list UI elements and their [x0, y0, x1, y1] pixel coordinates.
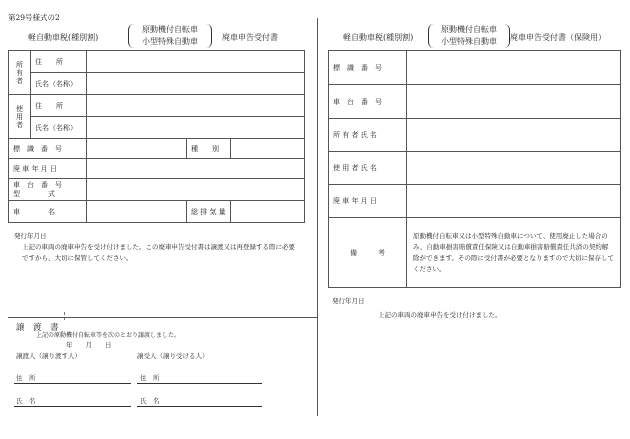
right-user-name-label: 使 用 者 氏 名 [329, 152, 407, 185]
plate-cell[interactable] [87, 139, 187, 159]
center-divider [317, 18, 318, 416]
user-address-label: 住 所 [31, 95, 87, 117]
user-address-cell[interactable] [87, 95, 305, 117]
transfer-date-line: 年 月 日 [66, 341, 112, 349]
type-label: 種 別 [187, 139, 231, 159]
remarks-label: 備 考 [329, 218, 407, 288]
right-plate-label: 標 識 番 号 [329, 51, 407, 85]
left-title-tax: 軽自動車税(種別割) [28, 33, 99, 42]
transfer-statement: 上記の原動機付自転車等を次のとおり譲渡しました。 [36, 332, 181, 339]
type-cell[interactable] [231, 139, 305, 159]
remarks-text: 原動機付自転車又は小型特殊自動車について、使用廃止した場合のみ、自動車損害賠償責任保険又は自動車損害賠償責任共済の契約解除ができます。その際に受付書が必要となりますので大切に保存してください。 [407, 218, 621, 288]
right-user-name-cell[interactable] [407, 152, 621, 185]
owner-name-label: 氏名（名称） [31, 73, 87, 95]
buyer-address-label: 住 所 [140, 374, 160, 382]
seller-address-line[interactable] [14, 383, 131, 384]
displacement-cell[interactable] [231, 201, 305, 223]
user-name-label: 氏名（名称） [31, 117, 87, 139]
scrap-date-label: 廃 車 年 月 日 [9, 159, 87, 179]
displacement-label: 総 排 気 量 [187, 201, 231, 223]
chassis-label: 車 台 番 号 [13, 180, 62, 189]
chassis-model-cell[interactable] [87, 179, 305, 201]
buyer-name-line[interactable] [137, 406, 262, 407]
right-issue-date-label: 発行年月日 [332, 297, 365, 305]
seller-name-line[interactable] [14, 406, 131, 407]
owner-address-label: 住 所 [31, 51, 87, 73]
left-receipt-table [8, 50, 305, 223]
transfer-title: 譲 渡 書 [16, 323, 59, 333]
right-scrap-date-label: 廃 車 年 月 日 [329, 185, 407, 218]
right-title-tax: 軽自動車税(種別割) [343, 33, 414, 42]
left-brace-line-1: 原動機付自転車 [142, 25, 198, 34]
right-owner-name-label: 所 有 者 氏 名 [329, 119, 407, 152]
vehicle-name-cell[interactable] [87, 201, 187, 223]
left-horizontal-divider [8, 317, 317, 318]
right-title-receipt: 廃車申告受付書（保険用） [510, 33, 606, 42]
left-issue-date-label: 発行年月日 [14, 232, 47, 240]
right-chassis-cell[interactable] [407, 85, 621, 119]
buyer-address-line[interactable] [137, 383, 262, 384]
right-scrap-date-cell[interactable] [407, 185, 621, 218]
seller-name-label: 氏 名 [16, 397, 36, 405]
buyer-label: 譲受人（譲り受ける人） [137, 352, 209, 360]
left-brace-line-2: 小型特殊自動車 [142, 37, 198, 46]
cut-line [64, 312, 65, 320]
right-receipt-note: 上記の車両の廃車申告を受け付けました。 [378, 311, 502, 319]
right-brace-line-2: 小型特殊自動車 [441, 37, 497, 46]
right-plate-cell[interactable] [407, 51, 621, 85]
right-brace-line-1: 原動機付自転車 [441, 25, 497, 34]
seller-label: 譲渡人（譲り渡す人） [16, 352, 81, 360]
scrap-date-cell[interactable] [87, 159, 305, 179]
plate-label: 標 識 番 号 [9, 139, 87, 159]
right-title-brace [428, 24, 510, 48]
user-group-label: 使用者 [9, 95, 31, 139]
left-title-receipt: 廃車申告受付書 [222, 33, 278, 42]
model-label: 型 式 [13, 189, 55, 198]
form-number: 第29号様式の2 [8, 13, 60, 22]
buyer-name-label: 氏 名 [140, 397, 160, 405]
owner-group-label: 所有者 [9, 51, 31, 95]
seller-address-label: 住 所 [16, 374, 36, 382]
user-name-cell[interactable] [87, 117, 305, 139]
left-title-brace [128, 24, 212, 48]
left-receipt-note: 上記の車両の廃車申告を受け付けました。この廃車申告受付書は譲渡又は再登録する際に必要ですから、大切に保管してください。 [22, 243, 295, 262]
owner-address-cell[interactable] [87, 51, 305, 73]
right-receipt-table [328, 50, 621, 288]
vehicle-name-label: 車 名 [9, 201, 87, 223]
owner-name-cell[interactable] [87, 73, 305, 95]
right-chassis-label: 車 台 番 号 [329, 85, 407, 119]
right-owner-name-cell[interactable] [407, 119, 621, 152]
chassis-model-label [9, 179, 87, 201]
